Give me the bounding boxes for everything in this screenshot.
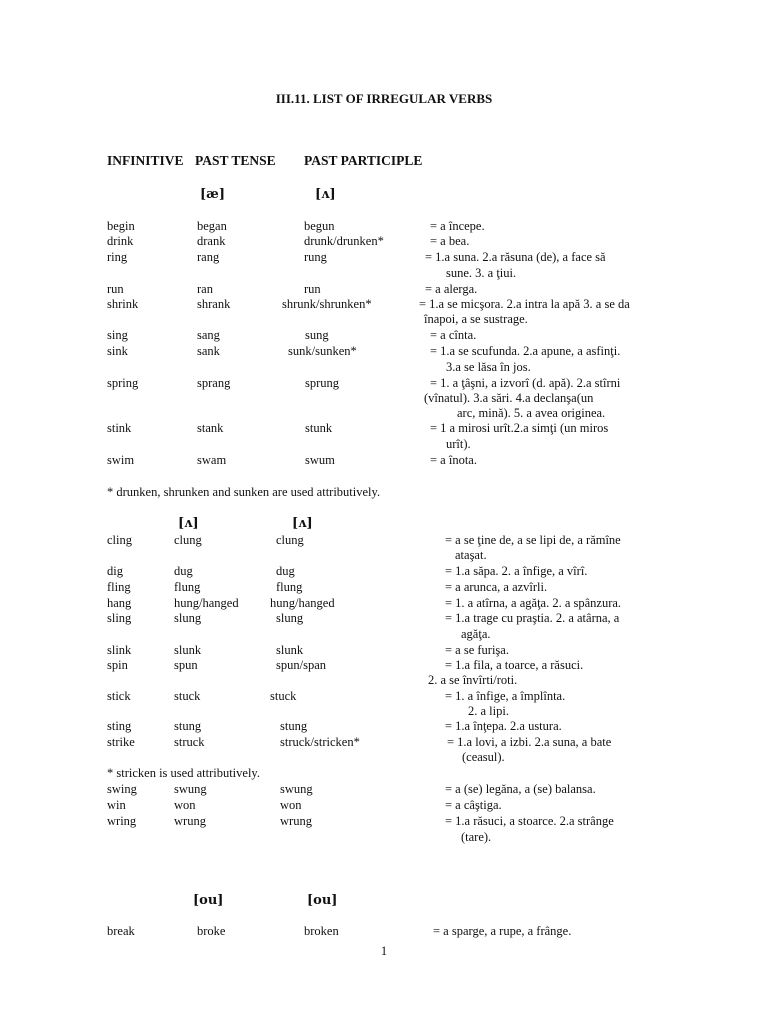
footnote-stricken: * stricken is used attributively. <box>107 766 260 780</box>
translation-continued: (vînatul). 3.a sări. 4.a declanşa(un <box>424 391 594 405</box>
verb-row <box>0 328 768 343</box>
past-participle: stung <box>280 719 308 733</box>
translation-continued: arc, mină). 5. a avea originea. <box>457 406 606 420</box>
translation-continued: urît). <box>446 437 471 451</box>
past-participle: rung <box>304 250 327 264</box>
verb-row <box>0 643 768 658</box>
header-past-tense: PAST TENSE <box>195 153 276 168</box>
past-tense: swung <box>174 782 207 796</box>
past-participle: hung/hanged <box>270 596 335 610</box>
infinitive: wring <box>107 814 137 828</box>
translation: = 1. a atîrna, a agăţa. 2. a spânzura. <box>445 596 622 610</box>
verb-row <box>0 219 768 234</box>
infinitive: cling <box>107 533 132 547</box>
phonetic-past-s2: [ʌ] <box>178 516 199 531</box>
infinitive: swing <box>107 782 137 796</box>
verb-row <box>0 735 768 750</box>
translation-continued: agăţa. <box>461 627 491 641</box>
past-participle: drunk/drunken* <box>304 234 384 248</box>
verb-row <box>0 344 768 359</box>
past-participle: spun/span <box>276 658 326 672</box>
translation: = 1.a înţepa. 2.a ustura. <box>445 719 562 733</box>
past-participle: sprung <box>305 376 340 390</box>
past-tense: slunk <box>174 643 202 657</box>
infinitive: run <box>107 282 124 296</box>
translation: = 1 a mirosi urît.2.a simţi (un miros <box>430 421 609 435</box>
infinitive: shrink <box>107 297 139 311</box>
past-tense: shrank <box>197 297 231 311</box>
phonetic-pp-s2: [ʌ] <box>292 516 313 531</box>
past-participle: clung <box>276 533 304 547</box>
verb-row <box>0 596 768 611</box>
page-number: 1 <box>380 944 388 958</box>
verb-row <box>0 658 768 673</box>
infinitive: stink <box>107 421 132 435</box>
infinitive: sting <box>107 719 132 733</box>
past-participle: swung <box>280 782 313 796</box>
past-tense: sprang <box>197 376 231 390</box>
phonetic-pp-s1: [ʌ] <box>315 187 336 202</box>
phonetic-past-s1: [æ] <box>200 187 225 202</box>
past-participle: begun <box>304 219 335 233</box>
translation: = a se furişa. <box>445 643 509 657</box>
translation: = a arunca, a azvîrli. <box>445 580 548 594</box>
infinitive: slink <box>107 643 132 657</box>
past-tense: won <box>174 798 196 812</box>
verb-row <box>0 798 768 813</box>
verb-row <box>0 250 768 265</box>
past-tense: struck <box>174 735 205 749</box>
infinitive: strike <box>107 735 135 749</box>
verb-row <box>0 782 768 797</box>
past-participle: swum <box>305 453 335 467</box>
translation: = 1.a lovi, a izbi. 2.a suna, a bate <box>447 735 612 749</box>
translation: = a începe. <box>430 219 485 233</box>
translation: = a înota. <box>430 453 477 467</box>
infinitive: fling <box>107 580 131 594</box>
past-tense: sang <box>197 328 220 342</box>
past-tense: stuck <box>174 689 201 703</box>
past-participle: wrung <box>280 814 312 828</box>
verb-row <box>0 564 768 579</box>
past-participle: dug <box>276 564 295 578</box>
past-tense: clung <box>174 533 202 547</box>
translation-continued: (tare). <box>461 830 492 844</box>
footnote-drunken: * drunken, shrunken and sunken are used attributively. <box>107 485 381 499</box>
past-tense: rang <box>197 250 220 264</box>
past-tense: wrung <box>174 814 206 828</box>
translation: = 1.a se scufunda. 2.a apune, a asfinţi. <box>430 344 621 358</box>
infinitive: sling <box>107 611 132 625</box>
past-tense: dug <box>174 564 193 578</box>
verb-row <box>0 533 768 548</box>
past-participle: sung <box>305 328 329 342</box>
translation: = a (se) legăna, a (se) balansa. <box>445 782 596 796</box>
verb-row <box>0 282 768 297</box>
infinitive: win <box>107 798 126 812</box>
translation: = 1.a suna. 2.a răsuna (de), a face să <box>425 250 606 264</box>
translation: = 1.a săpa. 2. a înfige, a vîrî. <box>445 564 588 578</box>
header-past-participle: PAST PARTICIPLE <box>304 153 423 168</box>
translation: = 1. a ţâşni, a izvorî (d. apă). 2.a stîrni <box>430 376 621 390</box>
infinitive: dig <box>107 564 123 578</box>
past-tense: flung <box>174 580 201 594</box>
infinitive: spin <box>107 658 128 672</box>
verb-row <box>0 689 768 704</box>
past-participle: stunk <box>305 421 333 435</box>
translation: = 1.a răsuci, a stoarce. 2.a strânge <box>445 814 614 828</box>
translation-continued: sune. 3. a ţiui. <box>446 266 517 280</box>
infinitive: begin <box>107 219 135 233</box>
translation-continued: 2. a lipi. <box>468 704 509 718</box>
translation-continued: (ceasul). <box>462 750 505 764</box>
header-infinitive: INFINITIVE <box>107 153 184 168</box>
infinitive: sing <box>107 328 128 342</box>
infinitive: hang <box>107 596 132 610</box>
verb-row <box>0 580 768 595</box>
phonetic-pp-s3: [ou] <box>307 893 338 908</box>
past-tense: hung/hanged <box>174 596 239 610</box>
past-tense: spun <box>174 658 198 672</box>
past-tense: stung <box>174 719 202 733</box>
past-participle: run <box>304 282 321 296</box>
past-participle: won <box>280 798 302 812</box>
infinitive: ring <box>107 250 128 264</box>
verb-row <box>0 234 768 249</box>
past-tense: drank <box>197 234 226 248</box>
past-participle: sunk/sunken* <box>288 344 357 358</box>
translation: = 1.a fila, a toarce, a răsuci. <box>445 658 584 672</box>
past-tense: swam <box>197 453 227 467</box>
verb-row <box>0 719 768 734</box>
past-tense: began <box>197 219 227 233</box>
translation-continued: 2. a se învîrti/roti. <box>428 673 518 687</box>
infinitive: swim <box>107 453 135 467</box>
past-participle: slunk <box>276 643 304 657</box>
translation: = a bea. <box>430 234 470 248</box>
infinitive: stick <box>107 689 131 703</box>
infinitive: break <box>107 924 135 938</box>
verb-row <box>0 453 768 468</box>
past-tense: stank <box>197 421 224 435</box>
translation: = a se ţine de, a se lipi de, a rămîne <box>445 533 621 547</box>
translation: = a sparge, a rupe, a frânge. <box>433 924 572 938</box>
verb-row <box>0 297 768 312</box>
past-participle: shrunk/shrunken* <box>282 297 372 311</box>
past-tense: slung <box>174 611 202 625</box>
translation-continued: înapoi, a se sustrage. <box>424 312 528 326</box>
past-tense: ran <box>197 282 213 296</box>
translation: = 1.a trage cu praştia. 2. a atârna, a <box>445 611 620 625</box>
infinitive: sink <box>107 344 128 358</box>
verb-row <box>0 611 768 626</box>
translation: = a câştiga. <box>445 798 502 812</box>
translation: = 1.a se micşora. 2.a intra la apă 3. a se da <box>419 297 630 311</box>
translation: = 1. a înfige, a împlînta. <box>445 689 566 703</box>
past-tense: sank <box>197 344 220 358</box>
verb-row <box>0 421 768 436</box>
past-participle: struck/stricken* <box>280 735 360 749</box>
page-title: III.11. LIST OF IRREGULAR VERBS <box>275 91 493 106</box>
translation: = a alerga. <box>425 282 478 296</box>
past-participle: flung <box>276 580 303 594</box>
past-participle: slung <box>276 611 304 625</box>
past-tense: broke <box>197 924 226 938</box>
verb-row <box>0 376 768 391</box>
verb-row <box>0 814 768 829</box>
infinitive: drink <box>107 234 134 248</box>
past-participle: broken <box>304 924 339 938</box>
past-participle: stuck <box>270 689 297 703</box>
infinitive: spring <box>107 376 139 390</box>
translation: = a cînta. <box>430 328 477 342</box>
translation-continued: 3.a se lăsa în jos. <box>446 360 531 374</box>
translation-continued: ataşat. <box>455 548 487 562</box>
verb-row <box>0 924 768 939</box>
phonetic-past-s3: [ou] <box>193 893 224 908</box>
